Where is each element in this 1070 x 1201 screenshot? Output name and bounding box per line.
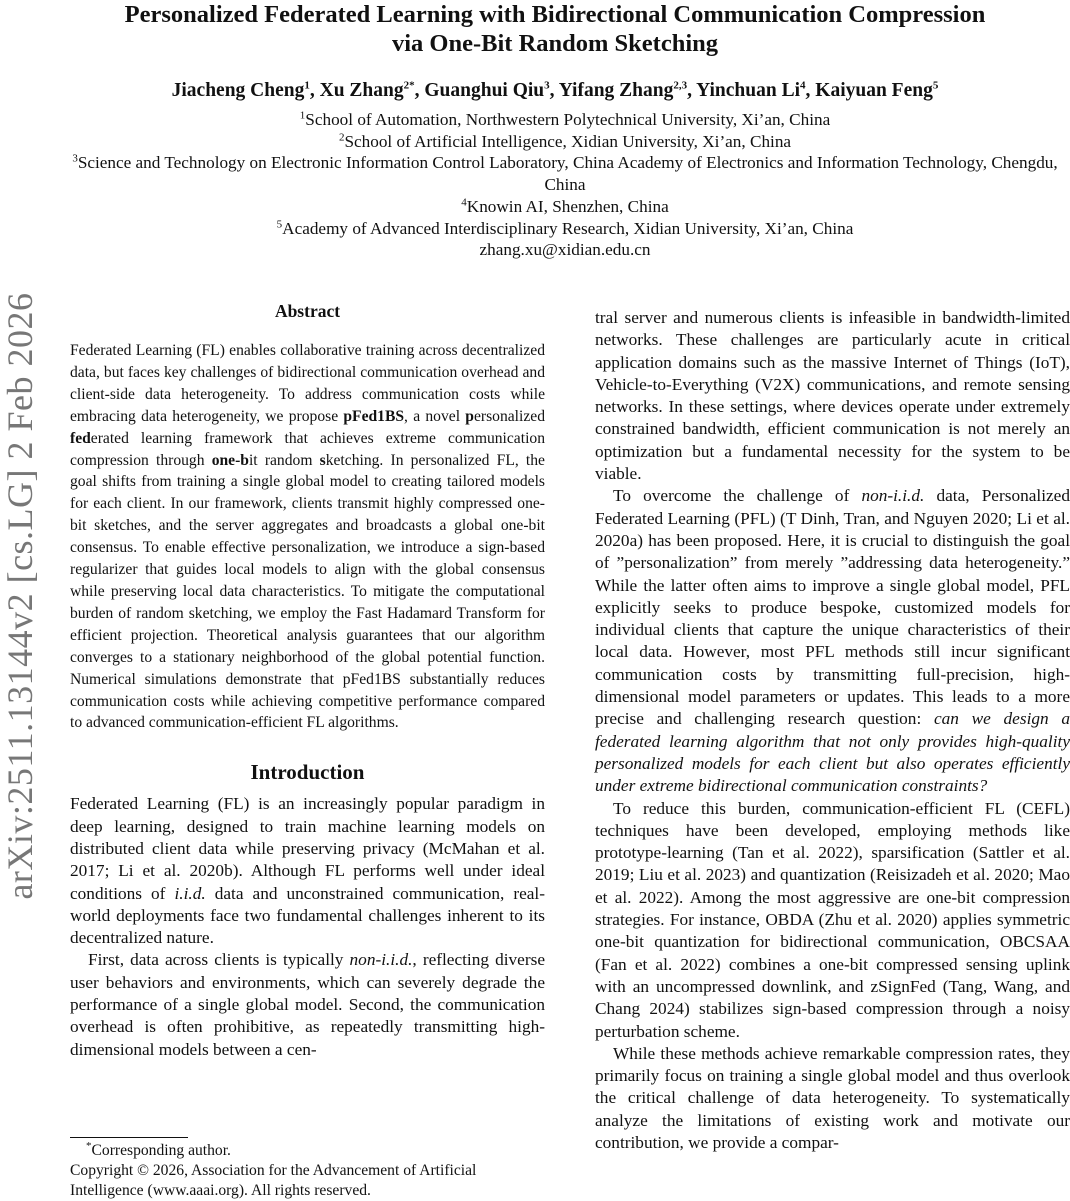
text-run: Federated Learning (FL) enables collaborative training across decentralized data, but faces key challenges of bidirectional communication overhead and client-side data heterogeneity. To address communication costs while embracing data heterogeneity, we propose bbox=[70, 342, 545, 425]
text-run: , a novel bbox=[404, 407, 466, 425]
arxiv-stamp: arXiv:2511.13144v2 [cs.LG] 2 Feb 2026 bbox=[0, 292, 40, 900]
author bbox=[696, 80, 805, 101]
author-name: Kaiyuan Feng bbox=[815, 80, 933, 101]
italic-text: i.i.d. bbox=[174, 883, 206, 903]
abstract-heading: Abstract bbox=[274, 301, 341, 321]
text-run: To overcome the challenge of bbox=[613, 486, 862, 506]
affiliation bbox=[60, 218, 1070, 240]
abstract-text bbox=[70, 340, 545, 734]
bold-text: fed bbox=[70, 429, 91, 447]
affiliation-mark: 1 bbox=[299, 109, 306, 122]
affiliation bbox=[60, 152, 1070, 195]
copyright-notice: Copyright © 2026, Association for the Advancement of Artificial Intelligence (www.aaai.org). All rights reserved. bbox=[70, 1162, 477, 1199]
author bbox=[559, 80, 687, 101]
bold-text: s bbox=[319, 451, 326, 469]
author-affiliation-mark: 2,3 bbox=[673, 79, 688, 92]
text-run: ersonalized bbox=[473, 407, 545, 425]
affiliation-text: School of Automation, Northwestern Polytechnical University, Xi’an, China bbox=[305, 110, 831, 129]
introduction-heading: Introduction bbox=[250, 760, 365, 785]
text-run: tral server and numerous clients is infeasible in bandwidth-limited networks. These challenges are particularly acute in critical application domains such as the massive Internet of Things (IoT), Vehicle-to-Everything (V2X) communications, and remote sensing networks. In these settings, where devices operate under extremely constrained bandwidth, efficient communication is not merely an optimization but a fundamental necessity for the system to be viable. bbox=[595, 308, 1070, 484]
text-run: First, data across clients is typically bbox=[88, 950, 350, 970]
right-column bbox=[595, 307, 1070, 1154]
affiliation bbox=[60, 131, 1070, 153]
affiliation-mark: 2 bbox=[338, 130, 345, 143]
italic-text: non-i.i.d. bbox=[861, 486, 925, 506]
affiliation-text: School of Artificial Intelligence, Xidian University, Xi’an, China bbox=[344, 131, 792, 151]
author-affiliation-mark: 3 bbox=[544, 79, 550, 92]
footnote: *Corresponding author. bbox=[86, 1139, 231, 1159]
text-run: it random bbox=[248, 451, 320, 469]
affiliation-mark: 4 bbox=[461, 196, 467, 209]
author bbox=[320, 80, 415, 101]
text-run: To reduce this burden, communication-efficient FL (CEFL) techniques have been developed, employing methods like prototype-learning (Tan et al. 2022), sparsification (Sattler et al. 2019; Liu et al. 2023) and quantization (Reisizadeh et al. 2020; Mao et al. 2022). Among the most aggressive are one-bit compression strategies. For instance, OBDA (Zhu et al. 2020) applies symmetric one-bit quantization for bidirectional communication, OBCSAA (Fan et al. 2022) combines a one-bit compressed sensing uplink with an uncompressed downlink, and zSignFed (Tang, Wang, and Chang 2024) stabilizes sign-based compression through a noisy perturbation scheme. bbox=[595, 798, 1070, 1041]
footnote-rule bbox=[70, 1137, 188, 1138]
affiliation-text: Knowin AI, Shenzhen, China bbox=[466, 196, 669, 216]
contact-email: zhang.xu@xidian.edu.cn bbox=[479, 240, 651, 260]
author bbox=[424, 80, 549, 101]
left-column bbox=[70, 300, 545, 1061]
italic-text: can we design a federated learning algorithm that not only provides high-quality personalized models for each client but also operates efficiently under extreme bidirectional communication constraints? bbox=[595, 709, 1070, 796]
bold-text: p bbox=[465, 407, 474, 425]
text-run: data and unconstrained communication, real-world deployments face two fundamental challenges inherent to its decentralized nature. bbox=[70, 883, 545, 948]
author-list: Jiacheng Cheng$^1$, Xu Zhang$^{2*}$, Guanghui Qiu$^3$, Yifang Zhang$^{2,3}$, Yinchuan Li$^4$, Kaiyuan Feng$^5$ bbox=[171, 79, 939, 101]
body-paragraph bbox=[595, 1043, 1070, 1154]
paper-title bbox=[40, 0, 1070, 58]
bold-text: one-b bbox=[211, 451, 249, 469]
text-run: Federated Learning (FL) is an increasingly popular paradigm in deep learning, designed to train machine learning models on distributed client data while preserving privacy (McMahan et al. 2017; Li et al. 2020b). Although FL performs well under ideal conditions of bbox=[70, 794, 545, 903]
affiliation-mark: 5 bbox=[276, 217, 283, 230]
author-name: Jiacheng Cheng bbox=[171, 80, 305, 101]
text-run: data, Personalized Federated Learning (PFL) (T Dinh, Tran, and Nguyen 2020; Li et al. 2020a) has been proposed. Here, it is crucial to distinguish the goal of ”personalization” from merely ”addressing data heterogeneity.” While the latter often aims to improve a single global model, PFL explicitly seeks to produce bespoke, customized models for individual clients that capture the unique characteristics of their local data. However, most PFL methods still incur significant communication costs by transmitting full-precision, high-dimensional model parameters or updates. This leads to a more precise and challenging research question: bbox=[595, 486, 1070, 729]
author-affiliation-mark: 1 bbox=[304, 79, 310, 92]
author-affiliation-mark: 4 bbox=[800, 79, 806, 92]
text-run: ketching. In personalized FL, the goal shifts from training a single global model to creating tailored models for each client. In our framework, clients transmit highly compressed one-bit sketches, and the server aggregates and broadcasts a global one-bit consensus. To enable effective personalization, we introduce a sign-based regularizer that guides local models to align with the global consensus while preserving local data characteristics. To mitigate the computational burden of random sketching, we employ the Fast Hadamard Transform for efficient projection. Theoretical analysis guarantees that our algorithm converges to a stationary neighborhood of the global potential function. Numerical simulations demonstrate that pFed1BS substantially reduces communication costs while achieving competitive performance compared to advanced communication-efficient FL algorithms. bbox=[70, 451, 545, 732]
author-name: Guanghui Qiu bbox=[424, 80, 545, 101]
body-paragraph bbox=[70, 793, 545, 949]
affiliation bbox=[60, 196, 1070, 218]
bold-text: pFed1BS bbox=[343, 407, 405, 425]
body-paragraph bbox=[595, 485, 1070, 797]
author-affiliation-mark: 2* bbox=[403, 79, 415, 92]
title-line: via One-Bit Random Sketching bbox=[391, 30, 719, 57]
author-name: Xu Zhang bbox=[319, 80, 404, 101]
italic-text: non-i.i.d. bbox=[349, 950, 413, 970]
author-name: Yifang Zhang bbox=[558, 80, 674, 101]
title-line: Personalized Federated Learning with Bidirectional Communication Compression bbox=[124, 1, 986, 28]
affiliations bbox=[60, 109, 1070, 261]
text-run: , reflecting diverse user behaviors and environments, which can severely degrade the performance of a single global model. Second, the communication overhead is often prohibitive, as repeatedly transmitting high-dimensional models between a cen- bbox=[70, 950, 545, 1059]
body-paragraph bbox=[595, 307, 1070, 485]
affiliation-text: Academy of Advanced Interdisciplinary Research, Xidian University, Xi’an, China bbox=[282, 218, 854, 238]
footnote-area bbox=[70, 1137, 545, 1201]
body-paragraph bbox=[595, 798, 1070, 1043]
body-paragraph bbox=[70, 949, 545, 1060]
author-name: Yinchuan Li bbox=[696, 80, 801, 101]
author bbox=[172, 80, 310, 101]
text-run: erated learning framework that achieves extreme communication compression through bbox=[70, 429, 545, 469]
author-affiliation-mark: 5 bbox=[932, 79, 939, 92]
affiliation-text: Science and Technology on Electronic Information Control Laboratory, China Academy of Electronics and Information Technology, Chengdu, China bbox=[77, 153, 1058, 195]
affiliation-mark: 3 bbox=[72, 152, 78, 165]
text-run: While these methods achieve remarkable compression rates, they primarily focus on training a single global model and thus overlook the critical challenge of data heterogeneity. To systematically analyze the limitations of existing work and motivate our contribution, we provide a compar- bbox=[595, 1043, 1070, 1152]
affiliation bbox=[60, 109, 1070, 131]
author bbox=[815, 80, 938, 101]
